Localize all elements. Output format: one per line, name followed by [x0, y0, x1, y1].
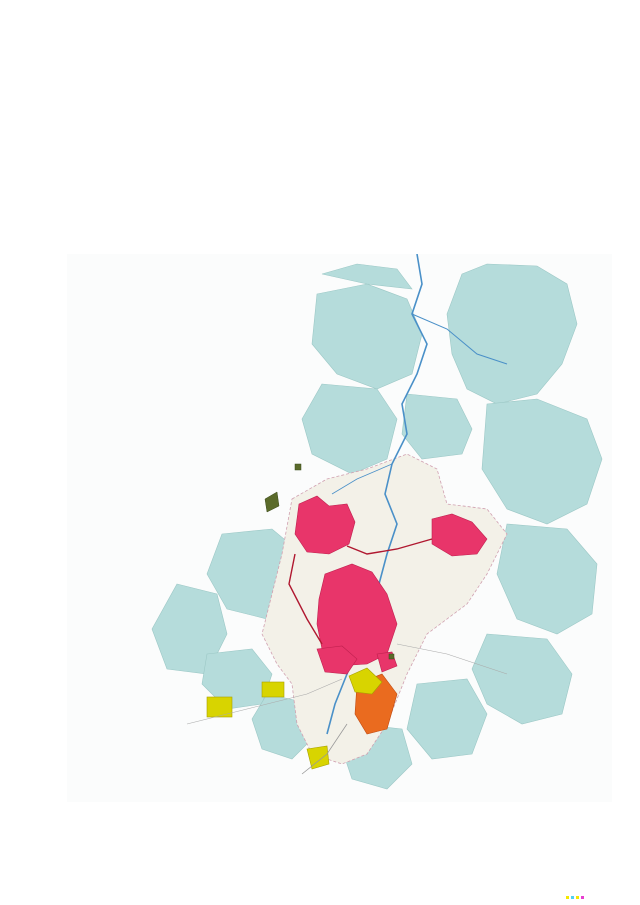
forest-area — [497, 524, 597, 634]
agriculture-zone — [207, 697, 232, 717]
forest-area — [402, 394, 472, 459]
forest-area — [407, 679, 487, 759]
forest-area — [472, 634, 572, 724]
color-mark — [576, 896, 579, 899]
color-mark — [566, 896, 569, 899]
forest-area — [312, 284, 422, 389]
agriculture-zone — [262, 682, 284, 697]
forest-area — [447, 264, 577, 404]
cemetery-zone — [295, 464, 301, 470]
cemetery-zone — [265, 492, 279, 512]
zoning-map — [67, 254, 612, 802]
cemetery-zone — [389, 654, 394, 659]
color-mark — [571, 896, 574, 899]
forest-area — [482, 399, 602, 524]
agriculture-zone — [307, 746, 329, 769]
corner-color-marks — [566, 896, 586, 899]
map-drawing — [67, 254, 612, 802]
map-legend — [70, 262, 285, 264]
settlement-zone-north — [295, 496, 355, 554]
color-mark — [581, 896, 584, 899]
forest-area — [302, 384, 397, 474]
